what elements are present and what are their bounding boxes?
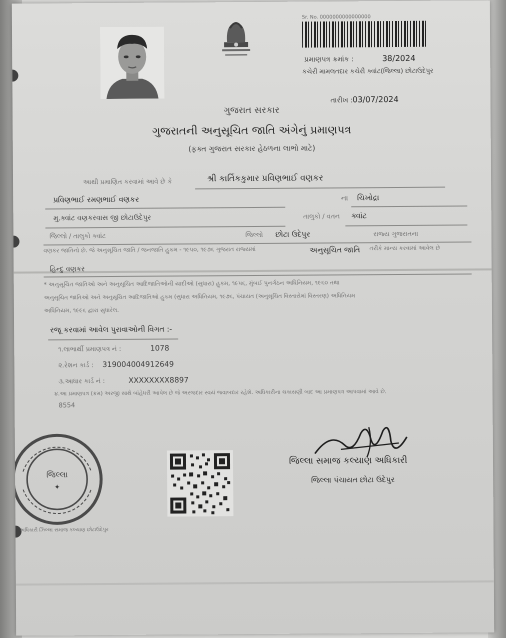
- legal-line-3: અધિનિયમ, ૧૯૯૬ દ્વારા સુધારેલ.: [43, 307, 120, 315]
- caste-value: અનુસૂચિત જાતિ: [309, 245, 361, 255]
- district-value: છોટા ઉદેપુર: [275, 229, 311, 239]
- doc-2-label: ૨.રેશન કાર્ડ :: [58, 361, 94, 370]
- father-underline: [45, 207, 285, 210]
- doc-1-value: 1078: [150, 343, 170, 353]
- barcode: [302, 21, 426, 48]
- officer-title: જિલ્લા સમાજ કલ્યાણ અધિકારી: [288, 455, 408, 467]
- qr-code: [167, 450, 233, 516]
- certificate-paper: [12, 0, 494, 635]
- applicant-photo: [100, 27, 165, 99]
- village-underline: [351, 206, 467, 208]
- legal-line-1: * અનુસૂચિત જાતિઓ અને અનુસૂચિત આદિજાતિઓની યાદીઓ (સુધારા) હુકમ, ૧૯૫૬, મુંબઈ પુનર્ગઠન અધિનિયમ, ૧૯૬૦ તથા: [43, 280, 340, 289]
- taluka-underline: [345, 225, 467, 227]
- docs-heading: રજૂ કરવામાં આવેલ પુરાવાઓની વિગત :-: [50, 324, 173, 335]
- taluka-label: તાલુકો / વતન: [303, 212, 340, 221]
- name-label: આથી પ્રમાણિત કરવામાં આવે છે કે: [83, 177, 173, 187]
- address-value: મુ.ક્વાંટ વણકરવાસ જી છોટાઉદેપુર: [53, 213, 152, 223]
- state-label: રાજ્ય ગુજરાતના: [373, 229, 419, 239]
- cert-number-label: પ્રમાણપત્ર ક્રમાંક :: [304, 55, 354, 64]
- legal-line-2: અનુસૂચિત જાતિઓ અને અનુસૂચિત આદિજાતિઓ હુકમ (સુધારા અધિનિયમ, ૧૯૭૬, પંચાયત (અનુસૂચિત વિસ્તારોમાં વિસ્તરણ) અધિનિયમ: [43, 293, 356, 302]
- district-label: જિલ્લો: [245, 230, 263, 240]
- svg-text:જિલ્લા: જિલ્લા: [46, 470, 68, 480]
- stamp-text: અધિકારી ઝિલ્લા સમાજ કલ્યાણ છોટાઉદેપુર: [19, 527, 109, 534]
- barcode-serial: Sr. No. 0000000000000000: [301, 14, 371, 21]
- doc-1-label: ૧.લાભાર્થી પ્રમાણપત્ર નં :: [58, 344, 122, 354]
- punch-hole: [12, 236, 20, 248]
- caste-suffix: તરીકે માન્ય કરવામાં આવેલ છે: [369, 245, 441, 253]
- govt-heading: ગુજરાત સરકાર: [223, 105, 280, 117]
- doc-3-label: ૩.આધાર કાર્ડ નં :: [58, 377, 105, 386]
- caste-underline: [44, 273, 472, 277]
- taluka-value: ક્વાંટ: [351, 211, 367, 221]
- district-underline: [43, 241, 471, 245]
- doc-note: ૪.આ પ્રમાણપત્ર (ક્રમ) અરજી સાથે બાંહેધરી આપેલ છે જે અરજદાર સ્વયં જવાબદાર રહેશે. અધિકારીના ચકાસણી બાદ આ પ્રમાણપત્ર આપવામાં આવે છે.: [54, 389, 387, 398]
- caste-prefix: વણકર જાતિનો છે. જે અનુસૂચિત જાતિ / જનજાતિ હુકમ - ૧૯૫૦, ૧૯૭૬ ગુજરાત રાજ્યમાં: [43, 246, 256, 255]
- father-of-label: ના: [341, 194, 349, 203]
- district-prefix: જિલ્લો / તાલુકો ક્વાંટ: [49, 232, 106, 241]
- date-value: 03/07/2024: [352, 94, 399, 105]
- village-value: ચિખોદ્રા: [357, 193, 380, 203]
- officer-office: જિલ્લા પંચાયત છોટા ઉદેપુર: [311, 475, 395, 485]
- lower-crease: [16, 580, 494, 585]
- name-value: શ્રી કાર્તિકકુમાર પ્રવિણભાઈ વણકર: [206, 173, 324, 185]
- ashoka-emblem-icon: [214, 14, 258, 60]
- docs-heading-underline: [48, 339, 178, 341]
- address-underline: [45, 226, 285, 229]
- doc-note-tail: 8554: [58, 401, 76, 410]
- hindu-caste: હિન્દુ વણકર: [49, 265, 85, 274]
- father-name-value: પ્રવિણભાઈ રમણભાઈ વણકર: [53, 194, 140, 205]
- official-round-stamp: [12, 431, 106, 528]
- certificate-subtitle: (ફક્ત ગુજરાત સરકાર હેઠળના લાભો માટે): [188, 143, 316, 154]
- date-label: તારીખ :: [330, 96, 353, 105]
- name-underline: [195, 187, 445, 190]
- svg-text:✦: ✦: [54, 483, 61, 492]
- office-line: કચેરી મામલતદાર કચેરી ક્વાંટ(જિલ્લા) છોટાઉદેપુર: [302, 66, 434, 76]
- doc-2-value: 319004004912649: [102, 359, 174, 370]
- certificate-title: ગુજરાતની અનુસૂચિત જાતિ અંગેનું પ્રમાણપત્ર: [152, 123, 352, 138]
- punch-hole: [12, 70, 19, 82]
- cert-number-value: 38/2024: [382, 53, 416, 64]
- doc-3-value: XXXXXXXX8897: [128, 375, 189, 385]
